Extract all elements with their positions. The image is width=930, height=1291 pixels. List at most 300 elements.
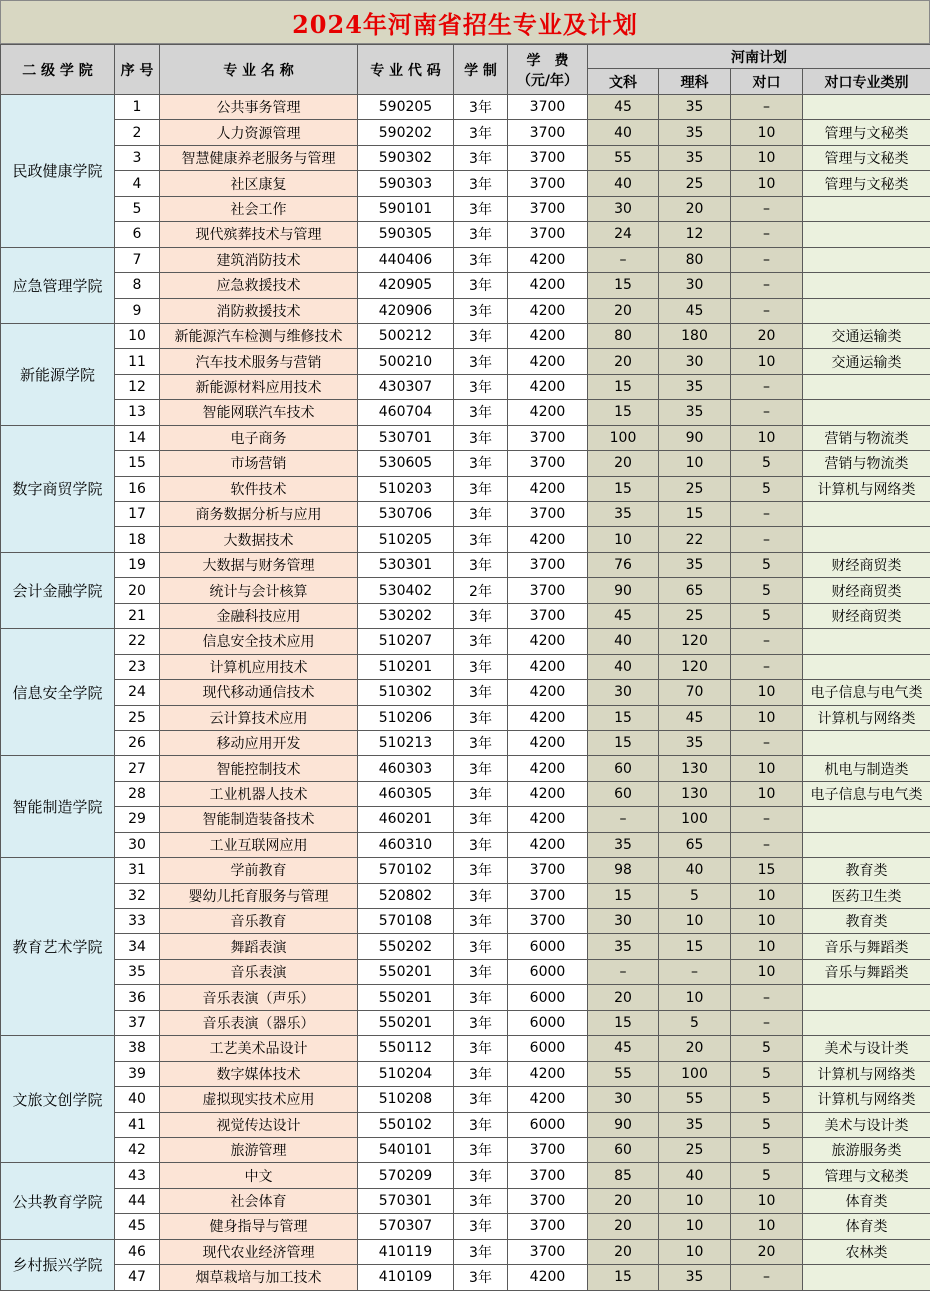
row-fee: 4200 <box>508 273 588 298</box>
row-major-code: 520802 <box>358 883 454 908</box>
row-duikou: – <box>731 832 803 857</box>
row-fee: 6000 <box>508 985 588 1010</box>
row-duikou: – <box>731 196 803 221</box>
row-li: 30 <box>659 273 731 298</box>
table-row <box>1 527 930 552</box>
row-duikou-category <box>803 654 930 679</box>
row-major-name: 音乐表演（声乐） <box>160 985 358 1010</box>
table-row <box>1 985 930 1010</box>
row-duikou: – <box>731 985 803 1010</box>
row-wen: 40 <box>588 171 659 196</box>
row-duikou-category: 体育类 <box>803 1188 930 1213</box>
row-major-code: 410109 <box>358 1265 454 1290</box>
row-major-name: 智能控制技术 <box>160 756 358 781</box>
row-wen: 98 <box>588 858 659 883</box>
row-duikou-category: 管理与文秘类 <box>803 1163 930 1188</box>
row-fee: 4200 <box>508 832 588 857</box>
row-seq: 40 <box>115 1087 160 1112</box>
row-seq: 39 <box>115 1061 160 1086</box>
row-duikou-category: 财经商贸类 <box>803 578 930 603</box>
header-duikou-category: 对口专业类别 <box>803 69 930 95</box>
row-duikou-category <box>803 222 930 247</box>
header-li: 理科 <box>659 69 731 95</box>
row-duikou-category: 医药卫生类 <box>803 883 930 908</box>
row-system: 3年 <box>454 273 508 298</box>
table-row <box>1 552 930 577</box>
row-fee: 4200 <box>508 705 588 730</box>
row-major-name: 现代移动通信技术 <box>160 680 358 705</box>
row-seq: 23 <box>115 654 160 679</box>
row-li: 70 <box>659 680 731 705</box>
table-row <box>1 781 930 806</box>
row-major-code: 550102 <box>358 1112 454 1137</box>
row-duikou: – <box>731 95 803 120</box>
row-wen: 15 <box>588 273 659 298</box>
table-row <box>1 1239 930 1264</box>
row-li: 100 <box>659 1061 731 1086</box>
row-duikou: – <box>731 222 803 247</box>
row-duikou: – <box>731 298 803 323</box>
row-wen: 15 <box>588 1265 659 1290</box>
row-duikou: – <box>731 730 803 755</box>
row-seq: 29 <box>115 807 160 832</box>
row-major-name: 健身指导与管理 <box>160 1214 358 1239</box>
row-major-name: 音乐教育 <box>160 909 358 934</box>
row-seq: 32 <box>115 883 160 908</box>
row-major-code: 530605 <box>358 451 454 476</box>
row-seq: 45 <box>115 1214 160 1239</box>
row-li: 25 <box>659 476 731 501</box>
row-major-code: 550201 <box>358 959 454 984</box>
row-duikou-category <box>803 298 930 323</box>
row-seq: 11 <box>115 349 160 374</box>
row-major-code: 510203 <box>358 476 454 501</box>
college-name: 文旅文创学院 <box>1 1036 115 1163</box>
row-system: 3年 <box>454 323 508 348</box>
row-duikou-category: 管理与文秘类 <box>803 120 930 145</box>
row-duikou-category <box>803 196 930 221</box>
row-wen: – <box>588 247 659 272</box>
row-duikou: – <box>731 807 803 832</box>
row-wen: 30 <box>588 680 659 705</box>
row-system: 3年 <box>454 756 508 781</box>
row-system: 3年 <box>454 196 508 221</box>
row-seq: 30 <box>115 832 160 857</box>
row-li: 5 <box>659 883 731 908</box>
row-system: 3年 <box>454 832 508 857</box>
row-li: 65 <box>659 832 731 857</box>
row-fee: 3700 <box>508 502 588 527</box>
row-duikou: 10 <box>731 705 803 730</box>
row-duikou-category <box>803 1265 930 1290</box>
row-fee: 6000 <box>508 959 588 984</box>
row-wen: 35 <box>588 502 659 527</box>
row-system: 3年 <box>454 959 508 984</box>
row-fee: 4200 <box>508 756 588 781</box>
row-major-code: 460201 <box>358 807 454 832</box>
row-wen: 40 <box>588 629 659 654</box>
row-wen: 76 <box>588 552 659 577</box>
row-li: 12 <box>659 222 731 247</box>
row-duikou: – <box>731 1010 803 1035</box>
row-wen: 20 <box>588 451 659 476</box>
table-row <box>1 832 930 857</box>
row-seq: 3 <box>115 145 160 170</box>
row-major-name: 移动应用开发 <box>160 730 358 755</box>
row-duikou-category: 交通运输类 <box>803 323 930 348</box>
row-duikou: – <box>731 273 803 298</box>
table-row <box>1 730 930 755</box>
table-row <box>1 349 930 374</box>
row-major-name: 应急救援技术 <box>160 273 358 298</box>
row-system: 3年 <box>454 934 508 959</box>
row-duikou: 5 <box>731 1036 803 1061</box>
row-fee: 4200 <box>508 1265 588 1290</box>
row-major-code: 570108 <box>358 909 454 934</box>
row-fee: 4200 <box>508 349 588 374</box>
row-major-name: 软件技术 <box>160 476 358 501</box>
row-major-code: 460305 <box>358 781 454 806</box>
row-major-name: 信息安全技术应用 <box>160 629 358 654</box>
row-duikou: – <box>731 527 803 552</box>
row-wen: 90 <box>588 578 659 603</box>
college-name: 公共教育学院 <box>1 1163 115 1239</box>
row-li: 10 <box>659 1188 731 1213</box>
row-seq: 8 <box>115 273 160 298</box>
row-li: 15 <box>659 502 731 527</box>
header-college: 二 级 学 院 <box>1 45 115 95</box>
table-row <box>1 374 930 399</box>
college-name: 智能制造学院 <box>1 756 115 858</box>
row-fee: 3700 <box>508 1163 588 1188</box>
table-row <box>1 1112 930 1137</box>
row-seq: 25 <box>115 705 160 730</box>
table-row <box>1 425 930 450</box>
table-row <box>1 1137 930 1162</box>
row-duikou: 5 <box>731 603 803 628</box>
row-seq: 6 <box>115 222 160 247</box>
row-major-name: 音乐表演（器乐） <box>160 1010 358 1035</box>
row-duikou: 10 <box>731 171 803 196</box>
row-system: 3年 <box>454 222 508 247</box>
row-fee: 4200 <box>508 629 588 654</box>
row-system: 3年 <box>454 807 508 832</box>
table-row <box>1 171 930 196</box>
college-name: 教育艺术学院 <box>1 858 115 1036</box>
row-duikou: 10 <box>731 934 803 959</box>
row-seq: 2 <box>115 120 160 145</box>
row-seq: 42 <box>115 1137 160 1162</box>
header-major-code: 专 业 代 码 <box>358 45 454 95</box>
row-wen: 15 <box>588 1010 659 1035</box>
row-li: 20 <box>659 1036 731 1061</box>
row-li: 10 <box>659 985 731 1010</box>
row-system: 3年 <box>454 1188 508 1213</box>
row-major-name: 旅游管理 <box>160 1137 358 1162</box>
row-duikou: – <box>731 400 803 425</box>
row-system: 2年 <box>454 578 508 603</box>
row-major-name: 婴幼儿托育服务与管理 <box>160 883 358 908</box>
table-row <box>1 578 930 603</box>
row-major-code: 530402 <box>358 578 454 603</box>
row-major-code: 500212 <box>358 323 454 348</box>
row-li: 120 <box>659 629 731 654</box>
row-duikou: 10 <box>731 425 803 450</box>
row-wen: 15 <box>588 705 659 730</box>
row-li: 10 <box>659 1214 731 1239</box>
row-wen: 55 <box>588 145 659 170</box>
row-duikou: 5 <box>731 1061 803 1086</box>
table-row <box>1 680 930 705</box>
college-name: 会计金融学院 <box>1 552 115 628</box>
table-row <box>1 1188 930 1213</box>
table-row <box>1 1163 930 1188</box>
row-major-name: 工业互联网应用 <box>160 832 358 857</box>
page-title: 2024年河南省招生专业及计划 <box>0 0 930 44</box>
table-row <box>1 909 930 934</box>
row-duikou: 10 <box>731 756 803 781</box>
row-major-name: 舞蹈表演 <box>160 934 358 959</box>
row-wen: 100 <box>588 425 659 450</box>
table-row <box>1 756 930 781</box>
row-system: 3年 <box>454 1137 508 1162</box>
row-wen: 20 <box>588 1239 659 1264</box>
row-li: 35 <box>659 552 731 577</box>
row-major-code: 530301 <box>358 552 454 577</box>
row-major-code: 570301 <box>358 1188 454 1213</box>
row-system: 3年 <box>454 629 508 654</box>
row-fee: 4200 <box>508 680 588 705</box>
row-fee: 4200 <box>508 400 588 425</box>
row-major-code: 590205 <box>358 95 454 120</box>
row-li: 10 <box>659 909 731 934</box>
row-wen: 15 <box>588 730 659 755</box>
row-wen: 15 <box>588 374 659 399</box>
header-major-name: 专 业 名 称 <box>160 45 358 95</box>
row-system: 3年 <box>454 527 508 552</box>
row-seq: 13 <box>115 400 160 425</box>
row-li: 25 <box>659 171 731 196</box>
row-li: 10 <box>659 451 731 476</box>
college-name: 信息安全学院 <box>1 629 115 756</box>
row-system: 3年 <box>454 1163 508 1188</box>
row-duikou-category: 音乐与舞蹈类 <box>803 934 930 959</box>
row-wen: 10 <box>588 527 659 552</box>
row-major-code: 590101 <box>358 196 454 221</box>
row-fee: 4200 <box>508 247 588 272</box>
row-wen: 60 <box>588 781 659 806</box>
row-duikou: – <box>731 374 803 399</box>
row-wen: 24 <box>588 222 659 247</box>
row-duikou-category: 财经商贸类 <box>803 603 930 628</box>
table-row <box>1 807 930 832</box>
row-fee: 6000 <box>508 1036 588 1061</box>
row-system: 3年 <box>454 654 508 679</box>
row-duikou-category: 电子信息与电气类 <box>803 781 930 806</box>
row-wen: 35 <box>588 832 659 857</box>
row-wen: 45 <box>588 603 659 628</box>
row-fee: 6000 <box>508 1112 588 1137</box>
row-major-code: 500210 <box>358 349 454 374</box>
row-major-name: 社会工作 <box>160 196 358 221</box>
row-duikou-category: 机电与制造类 <box>803 756 930 781</box>
row-major-name: 市场营销 <box>160 451 358 476</box>
row-fee: 4200 <box>508 298 588 323</box>
row-fee: 4200 <box>508 476 588 501</box>
row-wen: 55 <box>588 1061 659 1086</box>
row-duikou-category <box>803 502 930 527</box>
row-li: 35 <box>659 120 731 145</box>
row-major-name: 汽车技术服务与营销 <box>160 349 358 374</box>
row-system: 3年 <box>454 349 508 374</box>
row-fee: 4200 <box>508 527 588 552</box>
table-row <box>1 400 930 425</box>
row-wen: 35 <box>588 934 659 959</box>
enrollment-plan-table <box>0 44 930 1291</box>
row-major-name: 工业机器人技术 <box>160 781 358 806</box>
row-major-code: 430307 <box>358 374 454 399</box>
row-system: 3年 <box>454 1239 508 1264</box>
row-wen: – <box>588 959 659 984</box>
row-major-name: 人力资源管理 <box>160 120 358 145</box>
row-duikou: – <box>731 247 803 272</box>
row-fee: 3700 <box>508 603 588 628</box>
row-seq: 17 <box>115 502 160 527</box>
row-system: 3年 <box>454 1112 508 1137</box>
row-duikou: 5 <box>731 451 803 476</box>
row-fee: 3700 <box>508 120 588 145</box>
row-wen: 20 <box>588 349 659 374</box>
row-fee: 4200 <box>508 781 588 806</box>
row-fee: 3700 <box>508 1137 588 1162</box>
row-fee: 3700 <box>508 425 588 450</box>
row-duikou: 20 <box>731 1239 803 1264</box>
row-major-code: 510206 <box>358 705 454 730</box>
row-li: 35 <box>659 1265 731 1290</box>
row-duikou-category: 财经商贸类 <box>803 552 930 577</box>
row-major-code: 510213 <box>358 730 454 755</box>
row-duikou: – <box>731 654 803 679</box>
row-major-name: 中文 <box>160 1163 358 1188</box>
row-duikou-category: 电子信息与电气类 <box>803 680 930 705</box>
row-li: 130 <box>659 781 731 806</box>
row-li: 30 <box>659 349 731 374</box>
row-wen: 45 <box>588 1036 659 1061</box>
row-duikou-category <box>803 985 930 1010</box>
table-row <box>1 654 930 679</box>
row-major-code: 460310 <box>358 832 454 857</box>
row-seq: 5 <box>115 196 160 221</box>
row-system: 3年 <box>454 1061 508 1086</box>
header-fee-line2: （元/年） <box>508 70 587 90</box>
row-fee: 3700 <box>508 222 588 247</box>
table-row <box>1 95 930 120</box>
row-duikou: 10 <box>731 145 803 170</box>
row-seq: 37 <box>115 1010 160 1035</box>
row-wen: 20 <box>588 985 659 1010</box>
row-li: 22 <box>659 527 731 552</box>
row-li: 15 <box>659 934 731 959</box>
row-li: 5 <box>659 1010 731 1035</box>
row-duikou-category: 农林类 <box>803 1239 930 1264</box>
table-row <box>1 959 930 984</box>
row-li: 35 <box>659 95 731 120</box>
row-fee: 4200 <box>508 1061 588 1086</box>
row-seq: 1 <box>115 95 160 120</box>
row-major-name: 社区康复 <box>160 171 358 196</box>
row-duikou-category <box>803 807 930 832</box>
row-duikou-category: 计算机与网络类 <box>803 1061 930 1086</box>
row-duikou-category <box>803 629 930 654</box>
row-major-name: 视觉传达设计 <box>160 1112 358 1137</box>
row-wen: 20 <box>588 298 659 323</box>
row-wen: 20 <box>588 1214 659 1239</box>
table-row <box>1 858 930 883</box>
row-seq: 19 <box>115 552 160 577</box>
row-major-code: 420906 <box>358 298 454 323</box>
row-li: 35 <box>659 1112 731 1137</box>
row-system: 3年 <box>454 120 508 145</box>
row-fee: 4200 <box>508 730 588 755</box>
row-duikou-category: 营销与物流类 <box>803 425 930 450</box>
table-row <box>1 883 930 908</box>
table-row <box>1 1265 930 1290</box>
row-fee: 3700 <box>508 95 588 120</box>
row-major-code: 570209 <box>358 1163 454 1188</box>
row-duikou: 5 <box>731 1112 803 1137</box>
row-duikou-category: 教育类 <box>803 858 930 883</box>
row-major-name: 虚拟现实技术应用 <box>160 1087 358 1112</box>
row-fee: 3700 <box>508 171 588 196</box>
header-duikou: 对口 <box>731 69 803 95</box>
row-seq: 27 <box>115 756 160 781</box>
row-seq: 12 <box>115 374 160 399</box>
row-fee: 4200 <box>508 1087 588 1112</box>
row-major-name: 智能网联汽车技术 <box>160 400 358 425</box>
row-major-code: 510207 <box>358 629 454 654</box>
row-major-name: 大数据与财务管理 <box>160 552 358 577</box>
row-duikou: 10 <box>731 120 803 145</box>
row-seq: 36 <box>115 985 160 1010</box>
row-seq: 24 <box>115 680 160 705</box>
table-row <box>1 1061 930 1086</box>
row-duikou: – <box>731 502 803 527</box>
row-wen: 30 <box>588 909 659 934</box>
row-duikou-category: 计算机与网络类 <box>803 1087 930 1112</box>
row-duikou-category <box>803 95 930 120</box>
table-row <box>1 196 930 221</box>
row-seq: 41 <box>115 1112 160 1137</box>
row-major-name: 工艺美术品设计 <box>160 1036 358 1061</box>
row-duikou-category: 营销与物流类 <box>803 451 930 476</box>
row-seq: 16 <box>115 476 160 501</box>
row-major-name: 现代殡葬技术与管理 <box>160 222 358 247</box>
row-duikou-category: 管理与文秘类 <box>803 145 930 170</box>
table-row <box>1 629 930 654</box>
row-major-code: 570307 <box>358 1214 454 1239</box>
row-major-name: 大数据技术 <box>160 527 358 552</box>
table-row <box>1 1036 930 1061</box>
row-li: 55 <box>659 1087 731 1112</box>
row-duikou-category <box>803 273 930 298</box>
row-seq: 26 <box>115 730 160 755</box>
row-fee: 4200 <box>508 323 588 348</box>
row-li: 45 <box>659 298 731 323</box>
row-duikou-category: 教育类 <box>803 909 930 934</box>
row-major-code: 570102 <box>358 858 454 883</box>
row-system: 3年 <box>454 1036 508 1061</box>
row-li: 65 <box>659 578 731 603</box>
